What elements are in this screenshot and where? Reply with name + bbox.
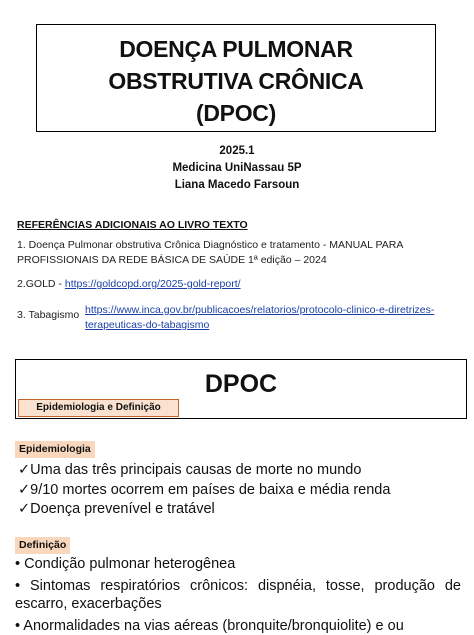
reference-1: 1. Doença Pulmonar obstrutiva Crônica Diagnóstico e tratamento - MANUAL PARA PROFISSIONAIS DA REDE BÁSICA DE SAÚDE 1ª edição – 2024 (17, 239, 403, 266)
meta-author: Liana Macedo Farsoun (174, 179, 300, 191)
title-line-3: (DPOC) (196, 100, 276, 126)
reference-3 (17, 304, 435, 331)
epidemiologia-item: ✓Doença prevenível e tratável (18, 501, 215, 517)
meta-course: Medicina UniNassau 5P (172, 162, 302, 174)
section-subtitle-tab: Epidemiologia e Definição (18, 399, 179, 417)
gold-report-link[interactable]: https://goldcopd.org/2025-gold-report/ (64, 278, 241, 290)
definicao-item: • Anormalidades na vias aéreas (bronquite/bronquiolite) e ou (15, 618, 404, 634)
meta-year: 2025.1 (219, 145, 255, 157)
definicao-item: • Sintomas respiratórios crônicos: dispnéia, tosse, produção de escarro, exacerbações (15, 578, 461, 612)
inca-tabagismo-link[interactable]: https://www.inca.gov.br/publicacoes/relatorios/protocolo-clinico-e-diretrizes-terapeuticas-do-tabagismo (85, 304, 435, 331)
reference-2 (17, 277, 241, 292)
reference-3-label: 3. Tabagismo (17, 309, 80, 321)
epidemiologia-item: ✓Uma das três principais causas de morte no mundo (18, 462, 362, 478)
meta-block (0, 143, 474, 194)
title-line-2: OBSTRUTIVA CRÔNICA (108, 68, 364, 94)
epidemiologia-tag: Epidemiologia (15, 441, 95, 458)
references-heading: REFERÊNCIAS ADICIONAIS AO LIVRO TEXTO (17, 219, 248, 231)
definicao-tag: Definição (15, 537, 70, 554)
epidemiologia-item: ✓9/10 mortes ocorrem em países de baixa e média renda (18, 482, 391, 498)
title-box (36, 24, 436, 132)
section-title: DPOC (204, 370, 278, 398)
reference-2-label: 2.GOLD - (17, 278, 65, 290)
title-line-1: DOENÇA PULMONAR (119, 36, 353, 62)
definicao-item: • Condição pulmonar heterogênea (15, 556, 236, 572)
